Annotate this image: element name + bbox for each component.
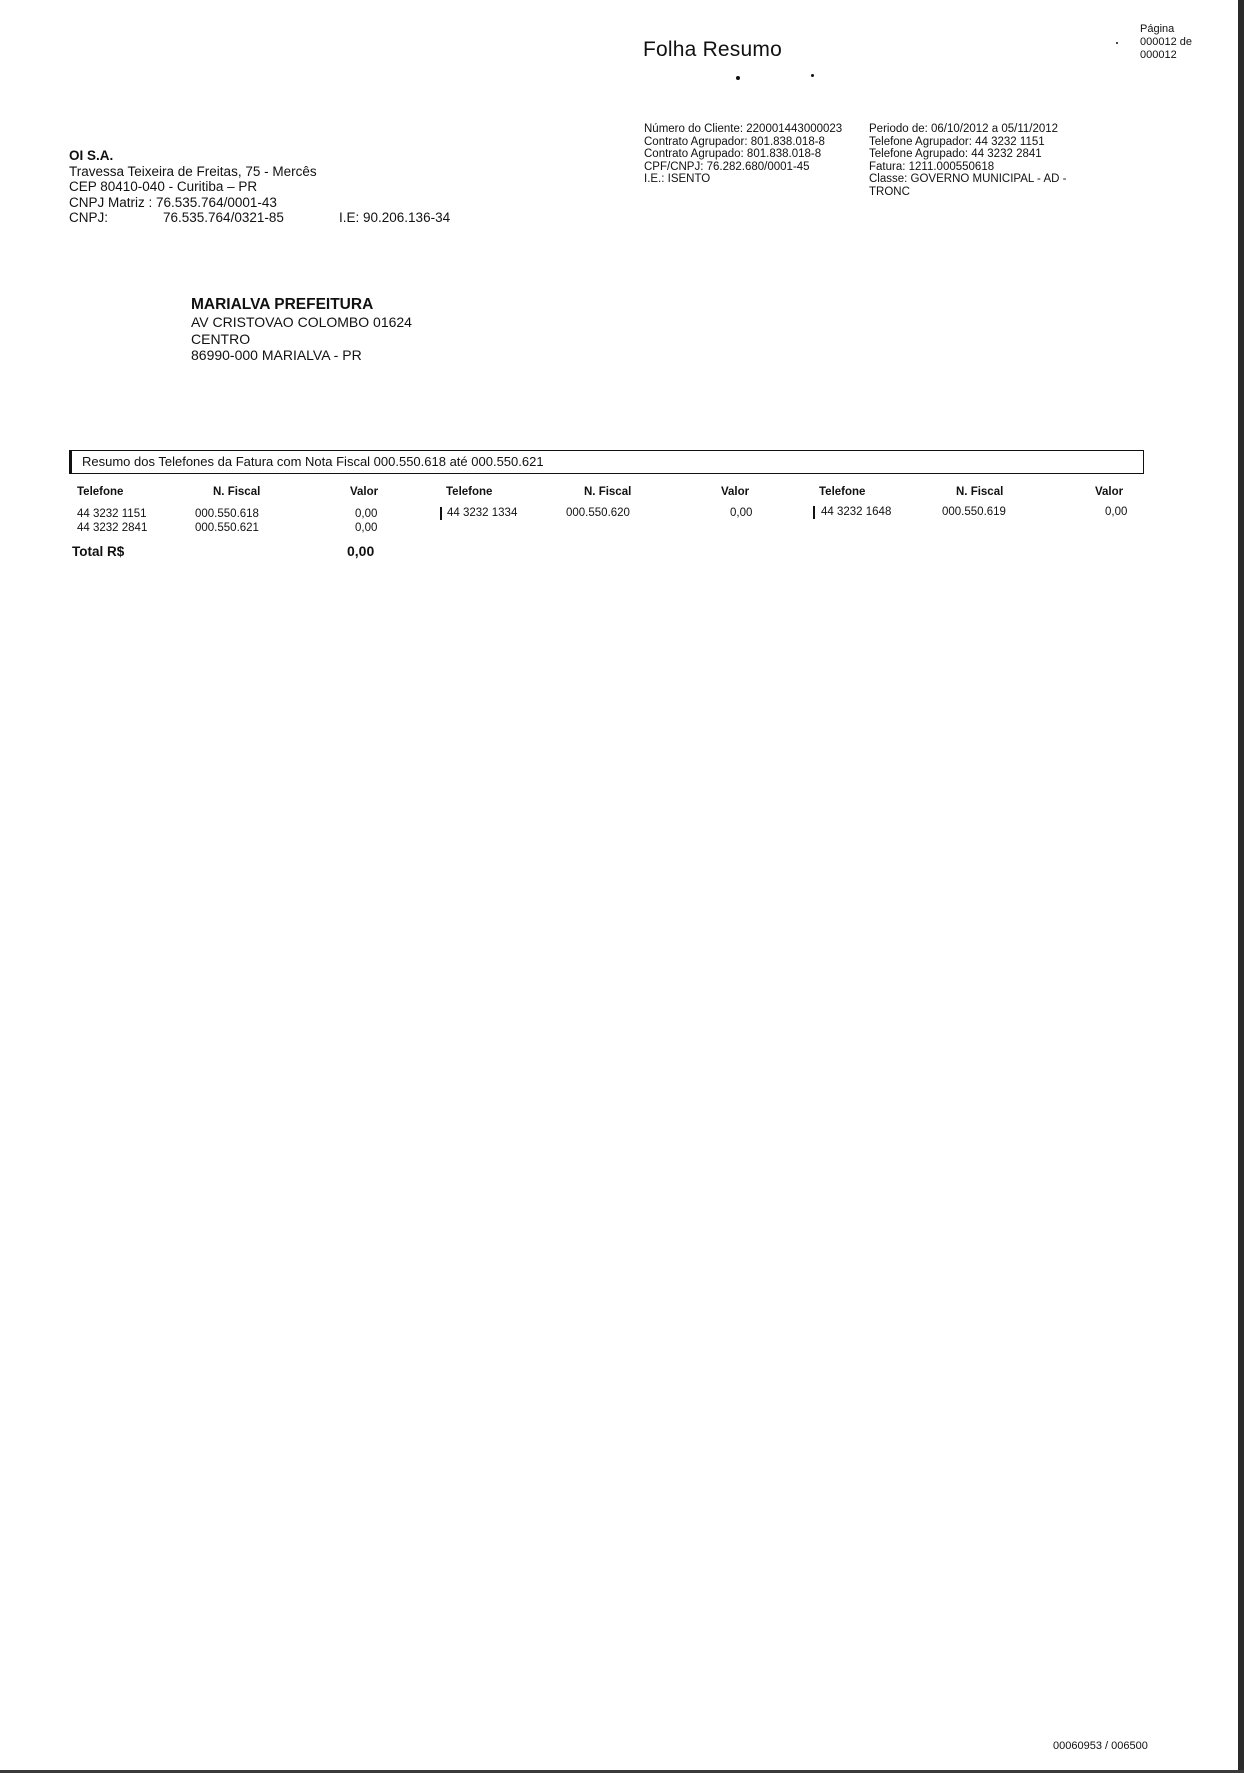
- row-telefone: 44 3232 1151: [77, 508, 147, 520]
- header-valor-3: Valor: [1095, 486, 1124, 498]
- column-divider: [440, 507, 442, 520]
- page-label: Página: [1140, 23, 1175, 35]
- recipient-street: AV CRISTOVAO COLOMBO 01624: [191, 314, 412, 330]
- summary-title: Resumo dos Telefones da Fatura com Nota Fiscal 000.550.618 até 000.550.621: [82, 454, 544, 469]
- header-valor-1: Valor: [350, 486, 379, 498]
- issuer-cnpj-value: 76.535.764/0321-85: [163, 210, 284, 225]
- grouper-phone: Telefone Agrupador: 44 3232 1151: [869, 135, 1045, 148]
- row-valor: 0,00: [730, 507, 753, 519]
- row-telefone: 44 3232 1648: [821, 506, 892, 518]
- page-number: [1140, 23, 1192, 62]
- billing-class-cont: TRONC: [869, 185, 910, 198]
- total-value: 0,00: [347, 543, 375, 559]
- row-valor: 0,00: [355, 522, 378, 534]
- header-telefone-3: Telefone: [819, 486, 866, 498]
- recipient-city: 86990-000 MARIALVA - PR: [191, 347, 362, 363]
- issuer-name: OI S.A.: [69, 148, 114, 163]
- page-edge-shadow: [1238, 0, 1244, 1773]
- issuer-cnpj-label: CNPJ:: [69, 210, 109, 225]
- row-nfiscal: 000.550.620: [566, 507, 630, 519]
- row-nfiscal: 000.550.619: [942, 506, 1006, 518]
- header-nfiscal-3: N. Fiscal: [956, 486, 1004, 498]
- issuer-block: [69, 148, 451, 226]
- client-info: [644, 123, 842, 186]
- scan-mark: [1116, 42, 1118, 44]
- issuer-cep: CEP 80410-040 - Curitiba – PR: [69, 179, 258, 194]
- header-nfiscal-1: N. Fiscal: [213, 486, 261, 498]
- row-nfiscal: 000.550.621: [195, 522, 259, 534]
- client-ie: I.E.: ISENTO: [644, 173, 711, 185]
- header-nfiscal-2: N. Fiscal: [584, 486, 632, 498]
- billing-class: Classe: GOVERNO MUNICIPAL - AD -: [869, 173, 1067, 185]
- row-nfiscal: 000.550.618: [195, 508, 259, 520]
- recipient-district: CENTRO: [191, 330, 251, 347]
- header-telefone-1: Telefone: [77, 486, 124, 498]
- row-telefone: 44 3232 1334: [447, 507, 518, 519]
- document-title: Folha Resumo: [643, 38, 782, 61]
- client-cpf-cnpj: CPF/CNPJ: 76.282.680/0001-45: [644, 160, 810, 173]
- scan-mark: [736, 76, 740, 80]
- header-telefone-2: Telefone: [446, 486, 493, 498]
- page-current: 000012 de: [1140, 36, 1192, 48]
- total-label: Total R$: [72, 544, 125, 559]
- contract-grouped: Contrato Agrupado: 801.838.018-8: [644, 148, 822, 160]
- row-valor: 0,00: [355, 508, 378, 520]
- invoice-number: Fatura: 1211.000550618: [869, 160, 995, 173]
- contract-grouper: Contrato Agrupador: 801.838.018-8: [644, 135, 825, 148]
- issuer-ie: I.E: 90.206.136-34: [339, 210, 451, 225]
- issuer-address: Travessa Teixeira de Freitas, 75 - Mercês: [69, 163, 317, 179]
- row-telefone: 44 3232 2841: [77, 522, 148, 534]
- issuer-cnpj-matriz: CNPJ Matriz : 76.535.764/0001-43: [69, 194, 277, 210]
- billing-info: [869, 123, 1066, 198]
- column-divider: [813, 506, 815, 519]
- grouped-phone: Telefone Agrupado: 44 3232 2841: [869, 148, 1042, 160]
- row-valor: 0,00: [1105, 506, 1128, 518]
- recipient-address: [191, 296, 412, 364]
- billing-period: Periodo de: 06/10/2012 a 05/11/2012: [869, 123, 1059, 135]
- recipient-name: MARIALVA PREFEITURA: [191, 296, 374, 313]
- page-total: 000012: [1140, 49, 1177, 61]
- client-number: Número do Cliente: 220001443000023: [644, 123, 843, 135]
- header-valor-2: Valor: [721, 486, 750, 498]
- scan-mark: [811, 74, 814, 77]
- document-control-code: 00060953 / 006500: [1053, 1740, 1148, 1752]
- issuer-cnpj: [69, 210, 317, 226]
- summary-title-box: [69, 450, 1144, 474]
